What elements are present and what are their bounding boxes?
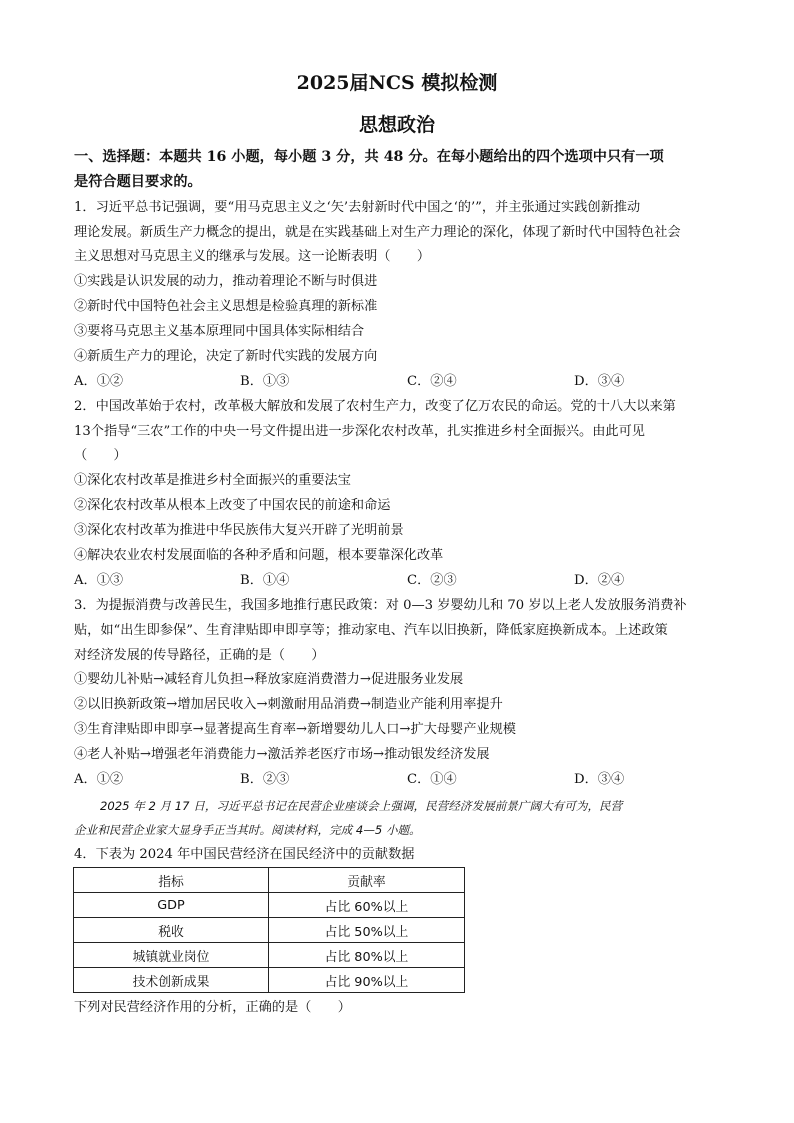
q2-item-3: ③深化农村改革为推进中华民族伟大复兴开辟了光明前景 — [74, 523, 404, 538]
q3-option-b: B．②③ — [240, 772, 290, 787]
table-cell-indicator: 税收 — [74, 918, 269, 943]
table-cell-rate: 占比 60%以上 — [269, 893, 465, 918]
contribution-table — [73, 867, 465, 993]
q3-option-c: C．①④ — [407, 772, 457, 787]
q2-item-4: ④解决农业农村发展面临的各种矛盾和问题，根本要靠深化改革 — [74, 548, 444, 563]
material-line-2: 企业和民营企业家大显身手正当其时。阅读材料，完成 4—5 小题。 — [74, 823, 421, 837]
table-row — [74, 968, 465, 993]
table-header-row — [74, 868, 465, 893]
table-cell-indicator: 城镇就业岗位 — [74, 943, 269, 968]
q2-item-1: ①深化农村改革是推进乡村全面振兴的重要法宝 — [74, 473, 351, 488]
q1-item-4: ④新质生产力的理论，决定了新时代实践的发展方向 — [74, 349, 378, 364]
q3-stem-line-1: 3．为提振消费与改善民生，我国多地推行惠民政策：对 0—3 岁婴幼儿和 70 岁以上老人发放服务消费补 — [74, 598, 687, 613]
q1-item-3: ③要将马克思主义基本原理同中国具体实际相结合 — [74, 324, 365, 339]
material-line-1: 2025 年 2 月 17 日，习近平总书记在民营企业座谈会上强调，民营经济发展前景广阔大有可为，民营 — [100, 799, 623, 813]
q1-option-d: D．③④ — [574, 374, 625, 389]
q3-item-2: ②以旧换新政策→增加居民收入→刺激耐用品消费→制造业产能利用率提升 — [74, 697, 503, 712]
q2-item-2: ②深化农村改革从根本上改变了中国农民的前途和命运 — [74, 498, 391, 513]
table-row — [74, 918, 465, 943]
q3-option-a: A．①② — [74, 772, 124, 787]
q1-item-2: ②新时代中国特色社会主义思想是检验真理的新标准 — [74, 299, 378, 314]
q1-option-b: B．①③ — [240, 374, 290, 389]
q1-option-c: C．②④ — [407, 374, 457, 389]
q2-stem-line-1: 2．中国改革始于农村，改革极大解放和发展了农村生产力，改变了亿万农民的命运。党的十八大以来第 — [74, 399, 676, 414]
table-row — [74, 943, 465, 968]
table-cell-rate: 占比 90%以上 — [269, 968, 465, 993]
q2-option-d: D．②④ — [574, 573, 625, 588]
q3-item-1: ①婴幼儿补贴→减轻育儿负担→释放家庭消费潜力→促进服务业发展 — [74, 672, 464, 687]
q2-option-c: C．②③ — [407, 573, 457, 588]
exam-title: 2025届NCS 模拟检测 — [296, 72, 498, 94]
q1-stem-line-2: 理论发展。新质生产力概念的提出，就是在实践基础上对生产力理论的深化，体现了新时代中国特色社会 — [74, 225, 681, 240]
section-heading-line-2: 是符合题目要求的。 — [74, 174, 202, 190]
table-header-indicator: 指标 — [74, 868, 269, 893]
q1-stem-line-1: 1．习近平总书记强调，要“用马克思主义之‘矢’去射新时代中国之‘的’”，并主张通过实践创新推动 — [74, 200, 641, 215]
table-cell-rate: 占比 50%以上 — [269, 918, 465, 943]
q2-stem-line-2: 13个指导“三农”工作的中央一号文件提出进一步深化农村改革，扎实推进乡村全面振兴。由此可见 — [74, 424, 645, 439]
subject-title: 思想政治 — [358, 114, 435, 136]
q4-question: 下列对民营经济作用的分析，正确的是（ ） — [74, 1000, 351, 1015]
q3-option-d: D．③④ — [574, 772, 625, 787]
table-header-rate: 贡献率 — [269, 868, 465, 893]
q3-item-4: ④老人补贴→增强老年消费能力→激活养老医疗市场→推动银发经济发展 — [74, 747, 490, 762]
q1-item-1: ①实践是认识发展的动力，推动着理论不断与时俱进 — [74, 274, 378, 289]
q3-item-3: ③生育津贴即申即享→显著提高生育率→新增婴幼儿人口→扩大母婴产业规模 — [74, 722, 516, 737]
table-row — [74, 893, 465, 918]
table-cell-rate: 占比 80%以上 — [269, 943, 465, 968]
q2-option-b: B．①④ — [240, 573, 290, 588]
q3-stem-line-3: 对经济发展的传导路径，正确的是（ ） — [74, 648, 325, 663]
q2-option-a: A．①③ — [74, 573, 124, 588]
table-cell-indicator: 技术创新成果 — [74, 968, 269, 993]
q2-stem-line-3: （ ） — [74, 448, 127, 463]
table-cell-indicator: GDP — [74, 893, 269, 918]
q1-stem-line-3: 主义思想对马克思主义的继承与发展。这一论断表明（ ） — [74, 249, 431, 264]
q3-stem-line-2: 贴，如“出生即参保”、生育津贴即申即享等；推动家电、汽车以旧换新，降低家庭换新成本。上述政策 — [74, 623, 668, 638]
section-heading-line-1: 一、选择题：本题共 16 小题，每小题 3 分，共 48 分。在每小题给出的四个选项中只有一项 — [74, 149, 664, 165]
q4-intro: 4．下表为 2024 年中国民营经济在国民经济中的贡献数据 — [74, 847, 415, 862]
q1-option-a: A．①② — [74, 374, 124, 389]
